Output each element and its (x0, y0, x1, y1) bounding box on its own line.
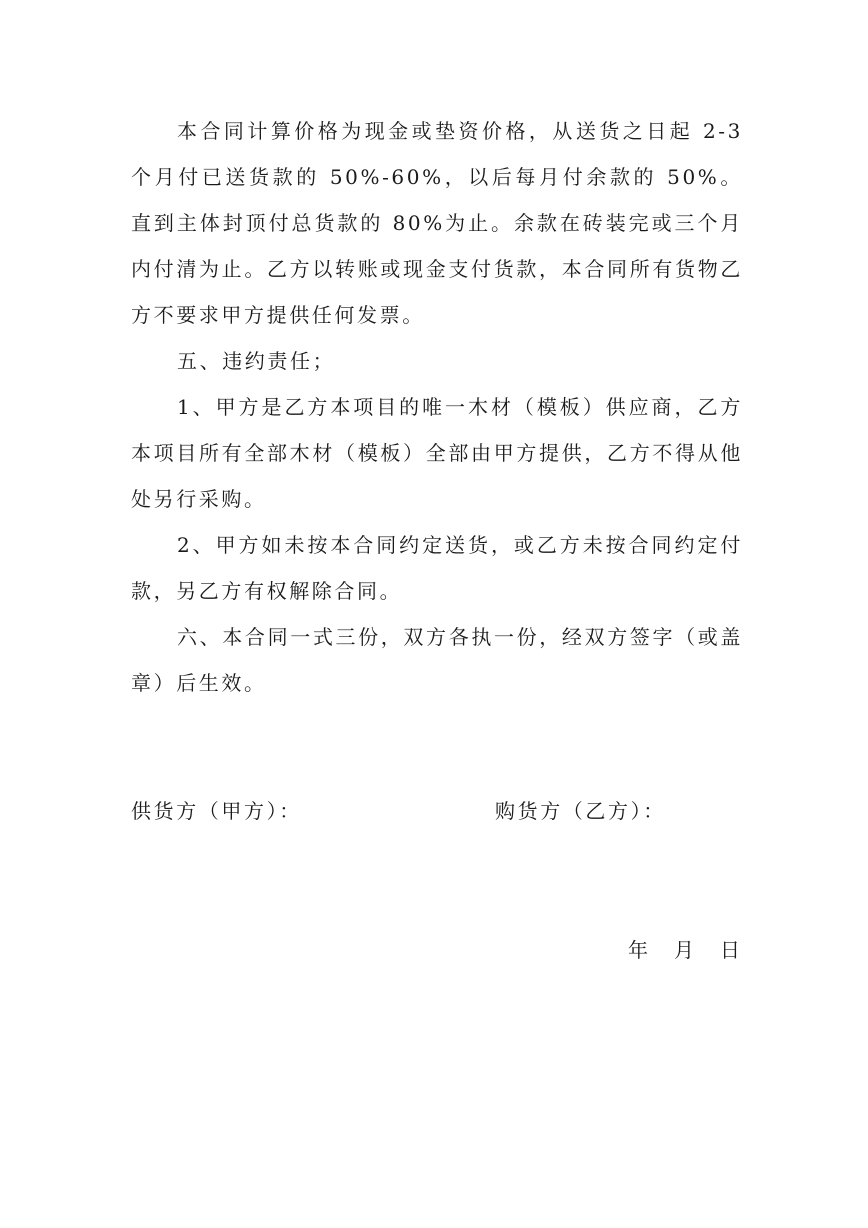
date-month-label: 月 (674, 938, 696, 962)
exclusive-supplier-clause: 1、甲方是乙方本项目的唯一木材（模板）供应商，乙方本项目所有全部木材（模板）全部由甲方提供，乙方不得从他处另行采购。 (131, 395, 743, 511)
termination-clause: 2、甲方如未按本合同约定送货，或乙方未按合同约定付款，另乙方有权解除合同。 (131, 533, 743, 603)
supplier-signature-label: 供货方（甲方）： (131, 799, 302, 823)
signature-row (131, 795, 743, 831)
buyer-signature-label: 购货方（乙方）： (495, 799, 666, 823)
signing-date (628, 934, 742, 963)
copies-effective-clause: 六、本合同一式三份，双方各执一份，经双方签字（或盖章）后生效。 (131, 625, 743, 695)
contract-body (131, 108, 743, 706)
date-day-label: 日 (720, 938, 742, 962)
date-year-label: 年 (628, 938, 650, 962)
breach-liability-heading: 五、违约责任； (177, 349, 336, 373)
payment-terms-paragraph: 本合同计算价格为现金或垫资价格，从送货之日起 2-3 个月付已送货款的 50%-60%，以后每月付余款的 50%。直到主体封顶付总货款的 80%为止。余款在砖装完或三个月内付清为止。乙方以转账或现金支付货款，本合同所有货物乙方不要求甲方提供任何发票。 (131, 119, 743, 327)
